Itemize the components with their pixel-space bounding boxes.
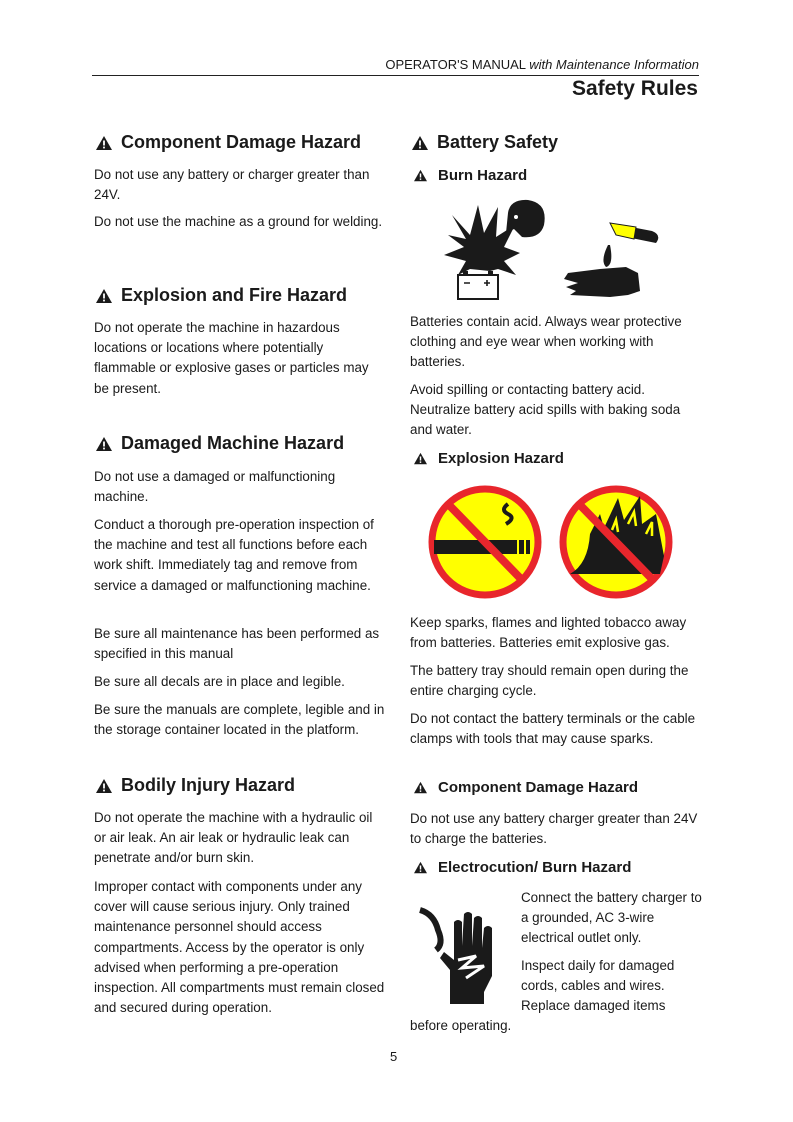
paragraph: Connect the battery charger to a grounded, AC 3-wire electrical outlet only.: [521, 890, 702, 946]
paragraph: Conduct a thorough pre-operation inspection of the machine and test all functions before each work shift. Immediately tag and remove from service a damaged or malfunctioning machine.: [94, 517, 374, 593]
heading-battery-safety: [411, 132, 558, 153]
paragraph: Do not operate the machine in hazardous locations or locations where potentially flammable or explosive gases or particles may be present.: [94, 320, 369, 396]
page-number: 5: [390, 1049, 398, 1064]
no-smoking-icon: [432, 489, 538, 595]
paragraph: Inspect daily for damaged cords, cables and wires. Replace damaged items: [521, 958, 675, 1014]
heading-text: Damaged Machine Hazard: [121, 433, 345, 453]
battery-icon: [458, 271, 498, 299]
paragraph: Do not contact the battery terminals or the cable clamps with tools that may cause sparks.: [410, 711, 696, 747]
heading-text: Explosion Hazard: [438, 450, 564, 467]
gloved-hand-icon: [564, 245, 640, 297]
heading-text: Component Damage Hazard: [121, 132, 362, 152]
paragraph: Avoid spilling or contacting battery acid. Neutralize battery acid spills with baking soda and water.: [410, 382, 681, 438]
paragraph: Do not operate the machine with a hydraulic oil or air leak. An air leak or hydraulic leak can penetrate and/or burn skin.: [94, 810, 373, 866]
heading-explosion-fire: [95, 285, 347, 306]
battery-acid-pictogram: [440, 195, 670, 305]
face-shield-icon: [506, 200, 545, 237]
prohibition-pictograms: [428, 484, 676, 602]
paragraph: Do not use a damaged or malfunctioning machine.: [94, 469, 336, 505]
heading-component-damage: [95, 132, 361, 153]
heading-text: Explosion and Fire Hazard: [121, 285, 348, 305]
no-open-flame-icon: [563, 489, 669, 595]
paragraph: Do not use any battery or charger greater than 24V.: [94, 167, 370, 203]
heading-text: Burn Hazard: [438, 167, 528, 184]
heading-text: Bodily Injury Hazard: [121, 775, 296, 795]
manual-name: OPERATOR'S MANUAL: [385, 57, 526, 72]
warning-icon: [413, 781, 428, 794]
heading-text: Component Damage Hazard: [438, 779, 639, 796]
warning-icon: [95, 288, 113, 304]
warning-icon: [95, 135, 113, 151]
warning-icon: [413, 452, 428, 465]
section-title: Safety Rules: [571, 77, 698, 100]
subheading-explosion-hazard: [413, 450, 564, 467]
manual-subtitle: with Maintenance Information: [529, 57, 699, 72]
subheading-electrocution-burn: [413, 859, 631, 876]
paragraph: before operating.: [410, 1018, 512, 1033]
warning-icon: [95, 436, 113, 452]
acid-tube-icon: [610, 223, 658, 243]
paragraph: Do not use any battery charger greater than 24V to charge the batteries.: [410, 811, 698, 847]
heading-text: Battery Safety: [437, 132, 559, 152]
header-rule: [92, 75, 699, 76]
paragraph: Be sure all maintenance has been performed as specified in this manual: [94, 626, 380, 662]
warning-icon: [413, 169, 428, 182]
paragraph: Keep sparks, flames and lighted tobacco away from batteries. Batteries emit explosive gas.: [410, 615, 687, 651]
subheading-burn-hazard: [413, 167, 527, 184]
running-header: [385, 57, 699, 72]
paragraph: Be sure the manuals are complete, legible and in the storage container located in the platform.: [94, 702, 385, 738]
subheading-component-damage: [413, 779, 638, 796]
paragraph: The battery tray should remain open during the entire charging cycle.: [410, 663, 689, 699]
electrocution-hand-pictogram: [414, 900, 504, 1006]
warning-icon: [411, 135, 429, 151]
paragraph: Do not use the machine as a ground for welding.: [94, 214, 383, 229]
warning-icon: [95, 778, 113, 794]
warning-icon: [413, 861, 428, 874]
heading-bodily-injury: [95, 775, 295, 796]
paragraph: Be sure all decals are in place and legible.: [94, 674, 345, 689]
paragraph: Batteries contain acid. Always wear protective clothing and eye wear when working with batteries.: [410, 314, 682, 370]
heading-damaged-machine: [95, 433, 344, 454]
paragraph: Improper contact with components under any cover will cause serious injury. Only trained maintenance personnel should access compartments. Access by the operator is only advised when performing a pre-operation inspection. All compartments must remain closed and secured during operation.: [94, 879, 385, 1016]
heading-text: Electrocution/ Burn Hazard: [438, 859, 632, 876]
